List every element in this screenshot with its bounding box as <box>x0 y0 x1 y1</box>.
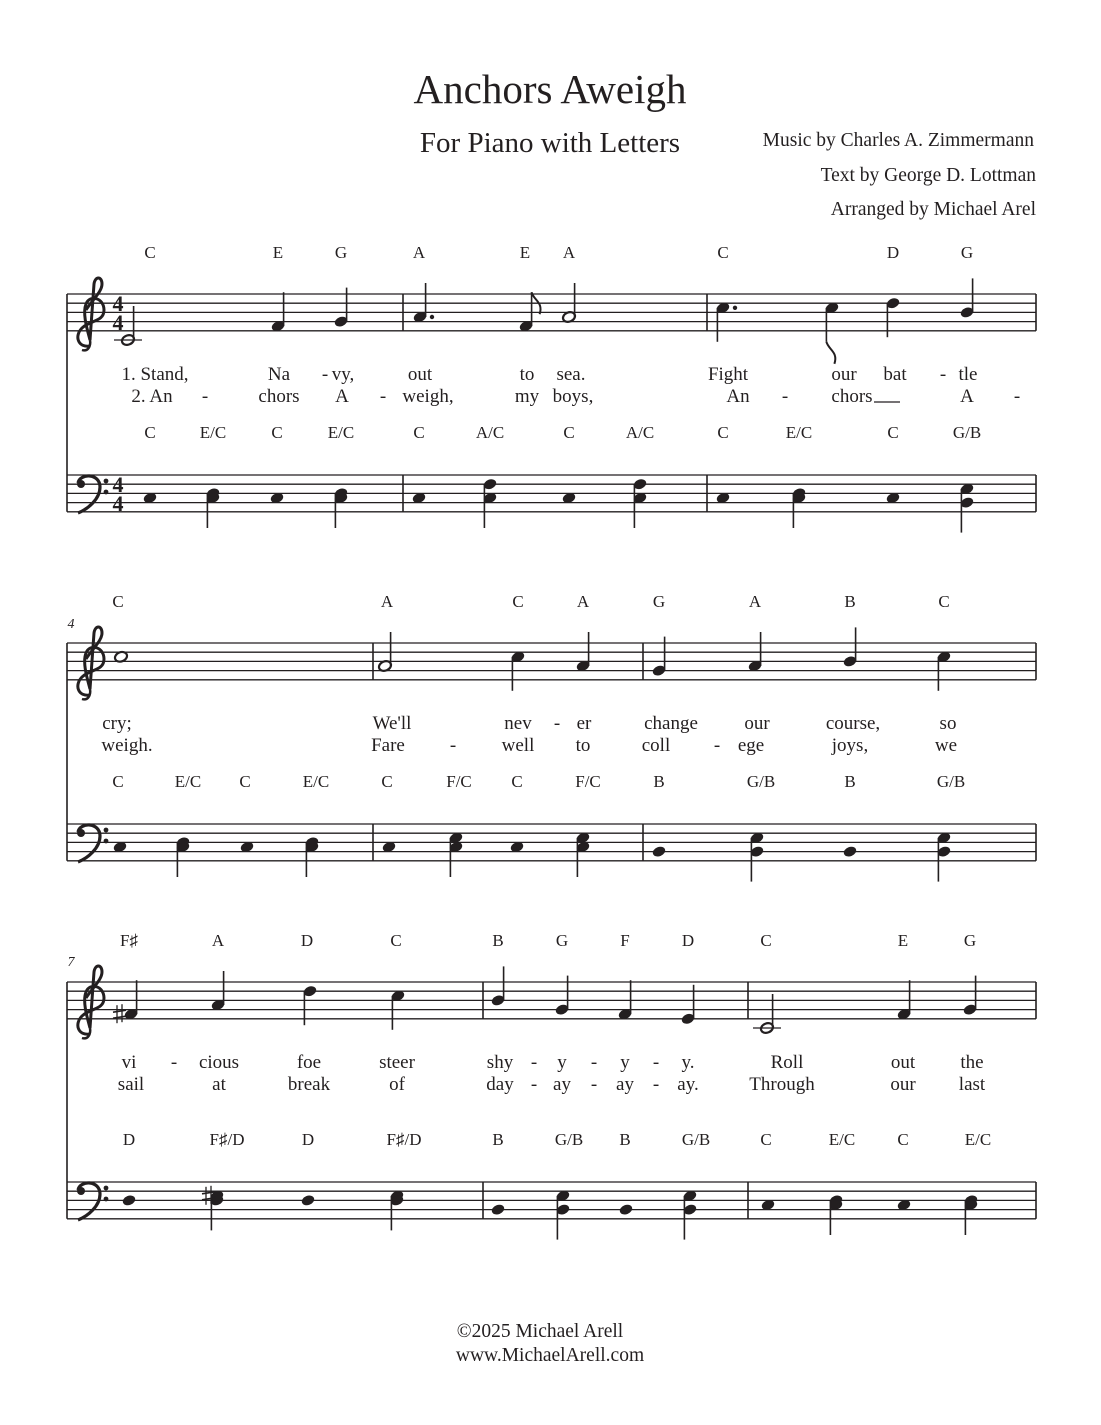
chord-letter: E/C <box>828 1130 856 1149</box>
lyric-verse-1: - <box>553 713 561 734</box>
bass-clef-dot <box>104 1197 109 1202</box>
sharp-stroke <box>113 1016 126 1018</box>
chord-letter: C <box>717 423 729 442</box>
lyric-verse-2: A <box>335 386 349 407</box>
lyric-verse-2: day <box>486 1074 514 1095</box>
lyric-verse-1: - <box>652 1052 660 1073</box>
chord-letter: C <box>239 772 251 791</box>
note-letter: A <box>380 592 394 611</box>
lyric-verse-2: boys, <box>552 386 594 407</box>
chord-letter: E/C <box>785 423 813 442</box>
lyric-verse-1: our <box>744 713 770 734</box>
lyric-verse-2: Fare <box>371 735 405 756</box>
lyric-verse-2: ay <box>616 1074 634 1095</box>
arranger-credit: Arranged by Michael Arel <box>830 199 1036 220</box>
chord-letter: C <box>381 772 393 791</box>
lyric-verse-2: of <box>389 1074 405 1095</box>
lyric-verse-1: - <box>321 364 329 385</box>
note-letter: A <box>562 243 576 262</box>
lyric-verse-1: 1. Stand, <box>121 364 189 385</box>
chord-letter: E/C <box>302 772 330 791</box>
lyric-verse-2: ay <box>553 1074 571 1095</box>
bass-note <box>618 1203 633 1216</box>
chord-letter: F/C <box>575 772 601 791</box>
lyric-verse-1: the <box>960 1052 984 1073</box>
lyric-verse-1: y <box>557 1052 567 1073</box>
lyric-verse-1: y. <box>681 1052 695 1073</box>
note-letter: E <box>897 931 909 950</box>
bass-clef-dot <box>77 1187 85 1195</box>
lyric-verse-1: course, <box>825 713 881 734</box>
note-letter: C <box>144 243 156 262</box>
chord-letter: B <box>492 1130 504 1149</box>
chord-letter: B <box>844 772 856 791</box>
lyric-verse-2: - <box>379 386 387 407</box>
lyric-verse-2: - <box>713 735 721 756</box>
lyric-verse-1: - <box>530 1052 538 1073</box>
chord-letter: F/C <box>446 772 472 791</box>
lyric-verse-2: well <box>501 735 535 756</box>
lyric-verse-2: coll <box>641 735 671 756</box>
lyric-verse-2: ay. <box>677 1074 699 1095</box>
lyric-verse-2: sail <box>117 1074 145 1095</box>
lyric-verse-2: my <box>514 386 540 407</box>
chord-letter: F♯/D <box>386 1130 422 1149</box>
lyric-verse-1: cry; <box>102 713 132 734</box>
bass-clef-dot <box>77 829 85 837</box>
lyric-verse-1: Na <box>267 364 291 385</box>
lyricist-credit: Text by George D. Lottman <box>820 165 1036 186</box>
lyric-verse-1: to <box>519 364 535 385</box>
lyric-verse-1: Roll <box>770 1052 804 1073</box>
lyric-verse-2: An <box>726 386 750 407</box>
lyric-verse-2: weigh. <box>101 735 153 756</box>
treble-clef-icon <box>78 627 104 699</box>
chord-letter: C <box>887 423 899 442</box>
lyric-verse-1: steer <box>379 1052 415 1073</box>
website-link[interactable]: www.MichaelArell.com <box>455 1345 645 1366</box>
bass-note <box>490 1203 505 1216</box>
lyric-verse-2: - <box>201 386 209 407</box>
note-letter: C <box>760 931 772 950</box>
lyric-verse-2: weigh, <box>402 386 454 407</box>
measure-number: 7 <box>67 955 75 970</box>
note-letter: C <box>938 592 950 611</box>
lyric-verse-1: out <box>890 1052 916 1073</box>
lyric-verse-1: - <box>939 364 947 385</box>
lyric-verse-2: break <box>287 1074 331 1095</box>
time-signature-top: 4 <box>112 472 124 497</box>
note-letter: A <box>576 592 590 611</box>
note-letter: B <box>844 592 856 611</box>
time-signature-top: 4 <box>112 291 124 316</box>
lyric-verse-2: we <box>934 735 958 756</box>
copyright-notice: ©2025 Michael Arell <box>456 1321 624 1342</box>
chord-letter: G/B <box>936 772 966 791</box>
note-letter: D <box>681 931 695 950</box>
note-letter: A <box>748 592 762 611</box>
note-letter: C <box>390 931 402 950</box>
lyric-verse-2: - <box>652 1074 660 1095</box>
chord-letter: B <box>619 1130 631 1149</box>
note-letter: C <box>717 243 729 262</box>
note-letter: C <box>512 592 524 611</box>
lyric-verse-2: 2. An <box>131 386 173 407</box>
chord-letter: C <box>760 1130 772 1149</box>
lyric-verse-2: ege <box>737 735 765 756</box>
chord-letter: G/B <box>554 1130 584 1149</box>
chord-letter: E/C <box>199 423 227 442</box>
lyric-verse-2: to <box>575 735 591 756</box>
chord-letter: B <box>653 772 665 791</box>
lyric-verse-1: out <box>407 364 433 385</box>
note-letter: B <box>492 931 504 950</box>
bass-clef-dot <box>77 480 85 488</box>
bass-clef-dot <box>104 1186 109 1191</box>
time-signature-bottom: 4 <box>112 310 124 335</box>
lyric-verse-1: We'll <box>372 713 412 734</box>
bass-clef-dot <box>104 839 109 844</box>
lyric-verse-1: foe <box>296 1052 322 1073</box>
chord-letter: E/C <box>964 1130 992 1149</box>
bass-note <box>121 1194 136 1207</box>
sharp-stroke <box>113 1010 126 1012</box>
lyric-verse-2: our <box>890 1074 916 1095</box>
bass-clef-icon <box>77 1183 108 1220</box>
note-letter: G <box>555 931 569 950</box>
lyric-verse-2: at <box>212 1074 226 1095</box>
sharp-icon <box>113 1004 126 1023</box>
lyric-verse-2: - <box>590 1074 598 1095</box>
treble-staff <box>67 643 1036 680</box>
lyric-verse-1: bat <box>883 364 907 385</box>
bass-clef-icon <box>77 825 108 862</box>
bass-clef-dot <box>104 828 109 833</box>
chord-letter: C <box>413 423 425 442</box>
lyric-verse-2: last <box>958 1074 986 1095</box>
chord-letter: G/B <box>952 423 982 442</box>
bass-clef-dot <box>104 490 109 495</box>
note-letter: G <box>960 243 974 262</box>
lyric-verse-2: A <box>960 386 974 407</box>
measure-number: 4 <box>67 617 75 632</box>
lyric-verse-2: joys, <box>831 735 869 756</box>
chord-letter: C <box>897 1130 909 1149</box>
lyric-verse-2: - <box>449 735 457 756</box>
note-letter: A <box>211 931 225 950</box>
lyric-verse-2: chors <box>831 386 873 407</box>
page-title: Anchors Aweigh <box>413 66 687 112</box>
lyric-verse-1: tle <box>958 364 978 385</box>
lyric-verse-2: chors <box>258 386 300 407</box>
chord-letter: A/C <box>625 423 655 442</box>
note-letter: A <box>412 243 426 262</box>
bass-note <box>651 845 666 858</box>
lyric-verse-1: change <box>644 713 698 734</box>
note-letter: G <box>334 243 348 262</box>
augmentation-dot <box>733 306 737 310</box>
lyric-verse-1: vi <box>121 1052 137 1073</box>
chord-letter: E/C <box>174 772 202 791</box>
lyric-verse-2: - <box>530 1074 538 1095</box>
note-letter: F♯ <box>120 931 138 950</box>
lyric-verse-2: - <box>781 386 789 407</box>
chord-letter: A/C <box>475 423 505 442</box>
bass-note <box>300 1194 315 1207</box>
lyric-verse-1: cious <box>198 1052 240 1073</box>
note-letter: E <box>272 243 284 262</box>
lyric-verse-1: nev <box>504 713 532 734</box>
lyric-verse-2: Through <box>749 1074 815 1095</box>
chord-letter: C <box>511 772 523 791</box>
lyric-verse-2: - <box>1013 386 1021 407</box>
treble-clef-icon <box>78 966 104 1038</box>
bass-clef-icon <box>77 476 108 513</box>
chord-letter: G/B <box>681 1130 711 1149</box>
lyric-verse-1: sea. <box>556 364 586 385</box>
treble-clef-icon <box>78 278 104 350</box>
lyric-verse-1: our <box>831 364 857 385</box>
treble-staff <box>67 982 1036 1019</box>
note-letter: E <box>519 243 531 262</box>
chord-letter: C <box>563 423 575 442</box>
lyric-verse-1: - <box>170 1052 178 1073</box>
page-subtitle: For Piano with Letters <box>419 127 681 159</box>
chord-letter: C <box>112 772 124 791</box>
bass-clef-dot <box>104 479 109 484</box>
lyric-verse-1: Fight <box>707 364 749 385</box>
note-letter: G <box>963 931 977 950</box>
lyric-verse-1: er <box>576 713 592 734</box>
note-letter: C <box>112 592 124 611</box>
lyric-verse-1: y <box>620 1052 630 1073</box>
time-signature-bottom: 4 <box>112 491 124 516</box>
chord-letter: F♯/D <box>209 1130 245 1149</box>
note-letter: F <box>620 931 630 950</box>
chord-letter: C <box>144 423 156 442</box>
bass-staff <box>67 824 1036 861</box>
bass-note <box>842 845 857 858</box>
lyric-verse-1: shy <box>486 1052 514 1073</box>
note-letter: G <box>652 592 666 611</box>
chord-letter: G/B <box>746 772 776 791</box>
lyric-verse-1: - <box>590 1052 598 1073</box>
chord-letter: C <box>271 423 283 442</box>
augmentation-dot <box>430 315 434 319</box>
chord-letter: D <box>301 1130 315 1149</box>
composer-credit: Music by Charles A. Zimmermann <box>762 130 1034 151</box>
chord-letter: D <box>122 1130 136 1149</box>
chord-letter: E/C <box>327 423 355 442</box>
note-letter: D <box>886 243 900 262</box>
lyric-verse-1: vy, <box>331 364 355 385</box>
note-letter: D <box>300 931 314 950</box>
lyric-verse-1: so <box>939 713 957 734</box>
note-flag <box>826 342 835 364</box>
